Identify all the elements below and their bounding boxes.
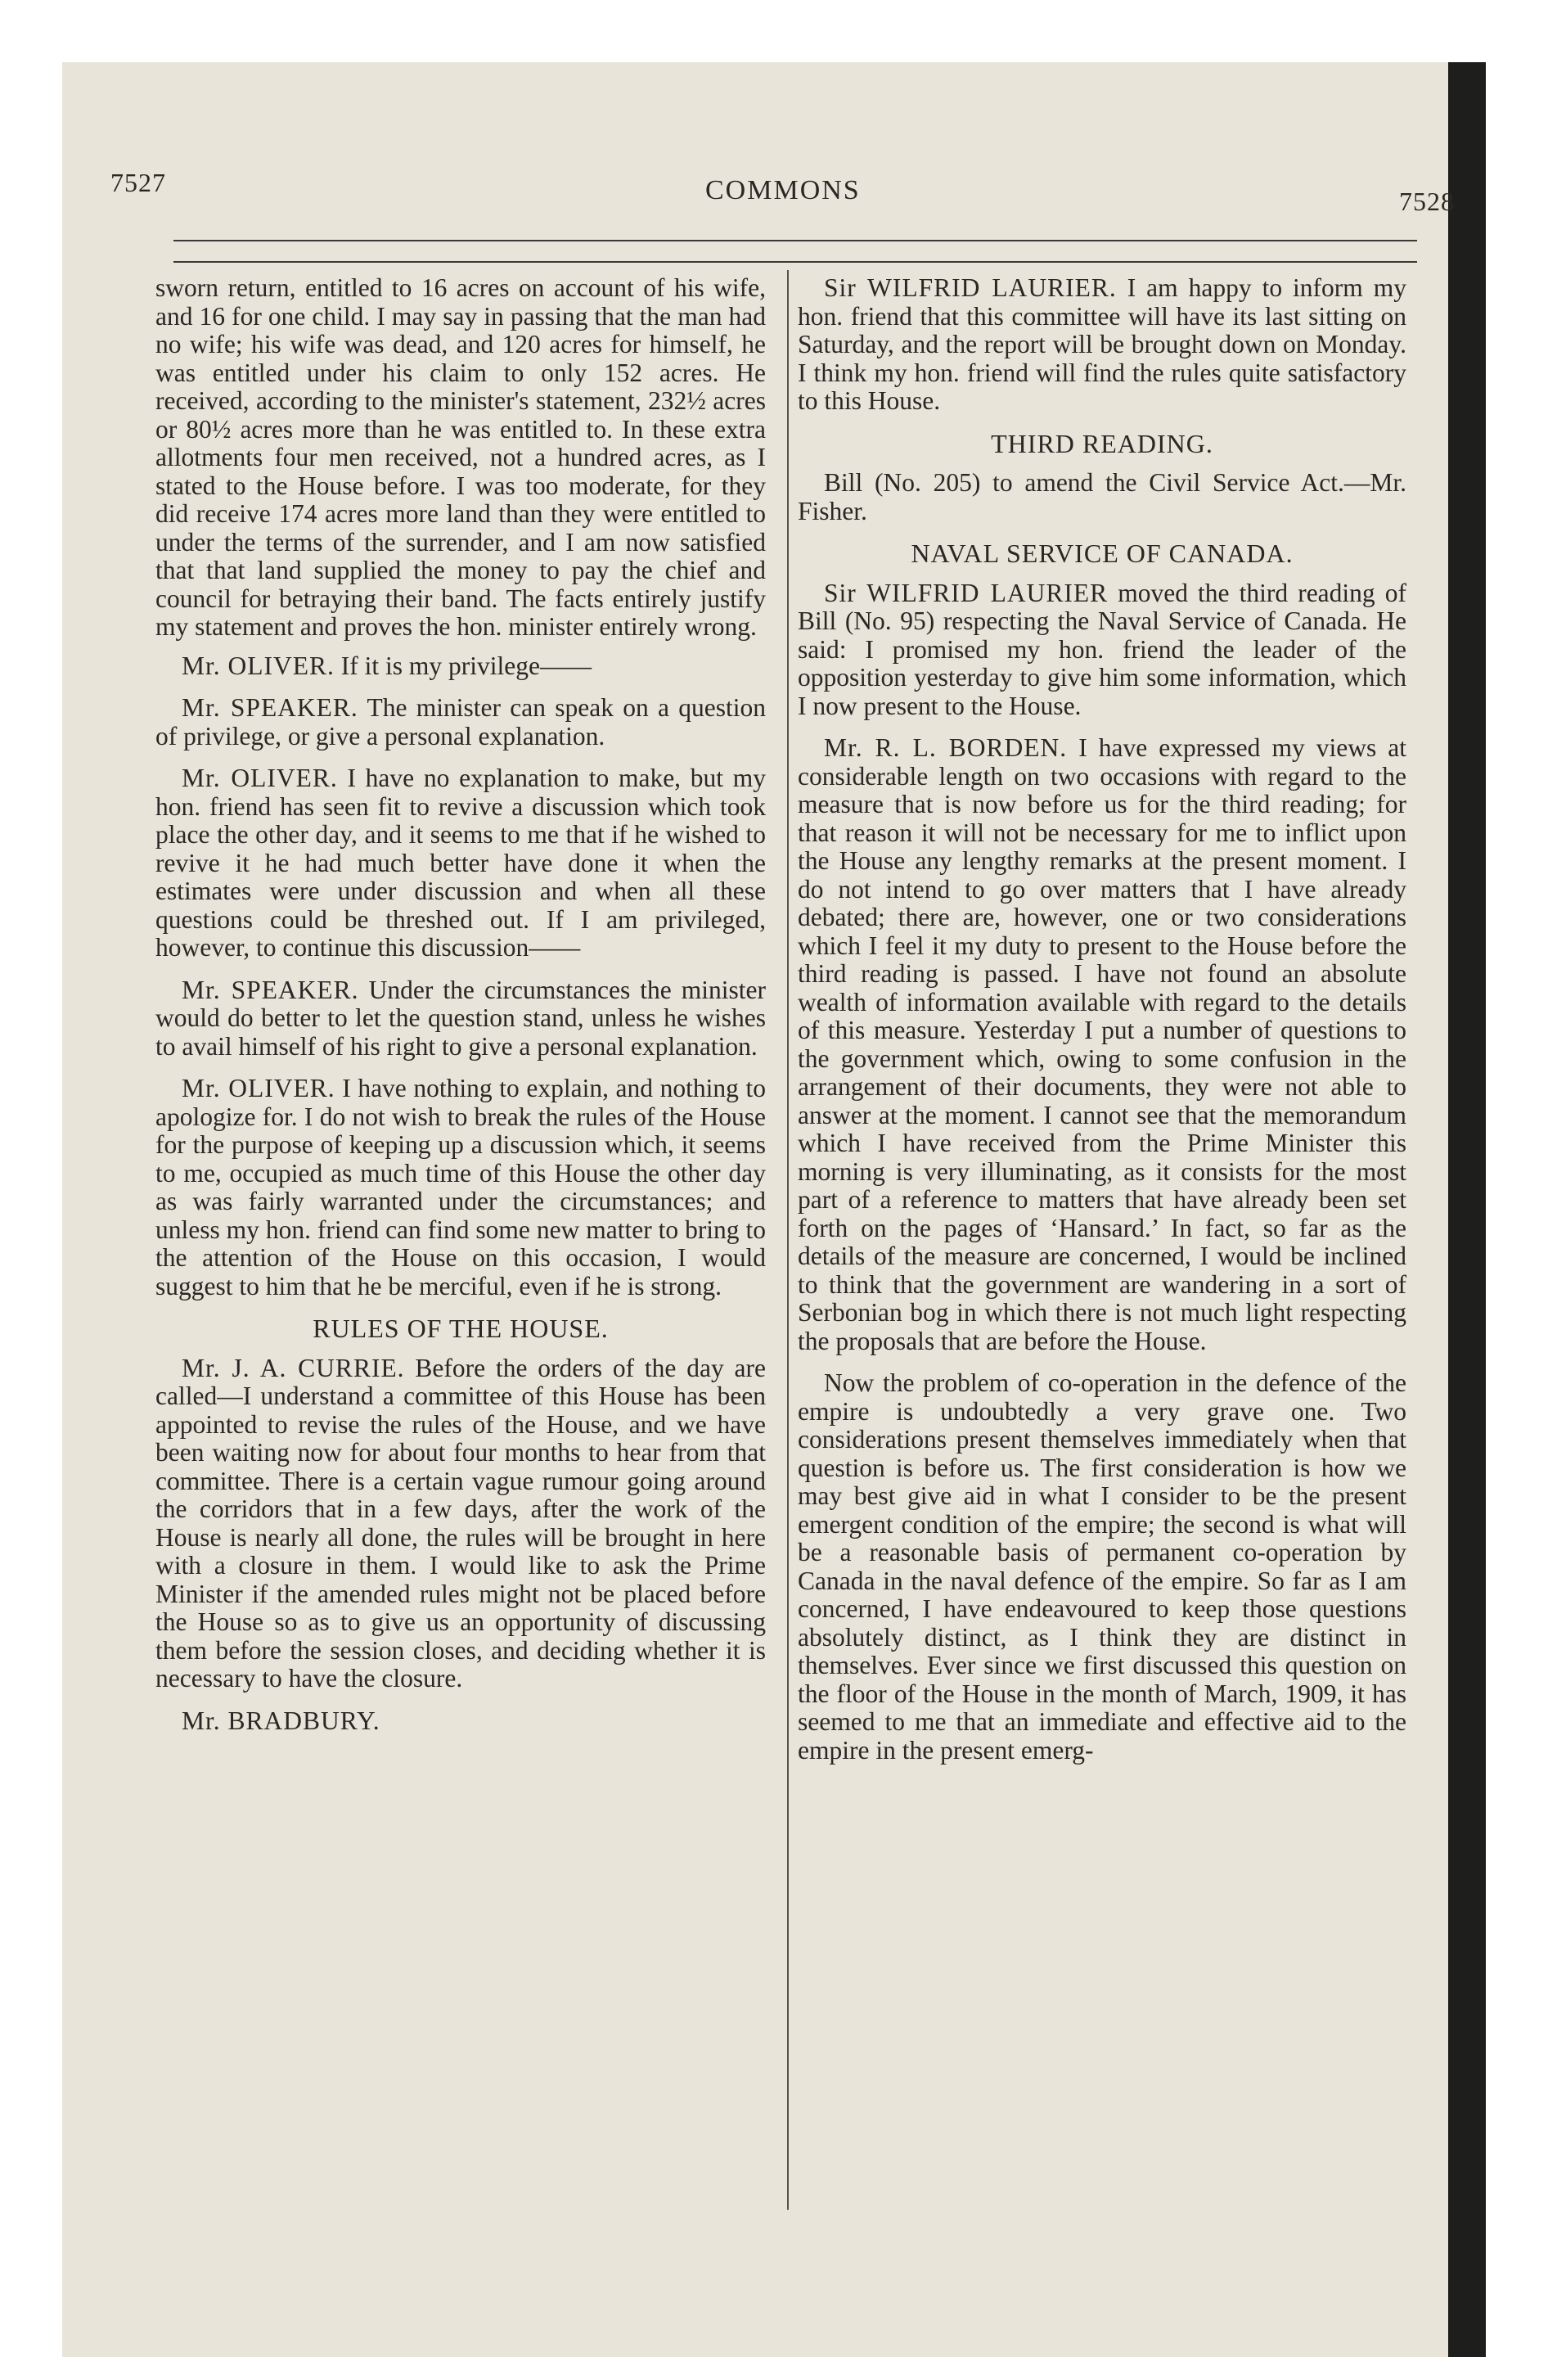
speech-text: Under the circumstances the minister would do better to let the question stand, unless he wishes to avail himself of his right to give a personal explanation. <box>155 975 767 1061</box>
speaker-name: Mr. OLIVER. <box>182 651 335 680</box>
speech-paragraph <box>155 652 766 681</box>
speech-paragraph <box>155 1075 766 1300</box>
column-divider <box>787 270 789 2210</box>
speech-text: I have expressed my views at considerable length on two occasions with regard to the measure that is now before us for the third reading; for that reason it will not be necessary for me to inflict upon the House any lengthy remarks at the present moment. I do not intend to go over matters that I have already debated; there are, however, one or two considerations which I feel it my duty to present to the House before the third reading is passed. I have not found an absolute wealth of information available with regard to the details of this measure. Yesterday I put a number of questions to the government which, owing to some confusion in the arrangement of their documents, they were not able to answer at the moment. I cannot see that the memorandum which I have received from the Prime Minister this morning is very illuminating, as it consists for the most part of a reference to matters that have already been set forth on the pages of ‘Hansard.’ In fact, so far as the details of the measure are concerned, I would be inclined to think that the government are wandering in a sort of Serbonian bog in which there is not much light respecting the proposals that are before the House. <box>798 733 1406 1355</box>
section-heading: RULES OF THE HOUSE. <box>313 1314 609 1343</box>
speech-paragraph <box>155 1707 766 1736</box>
speech-text: Before the orders of the day are called—I understand a committee of this House has been appointed to revise the rules of the House, and we have been waiting now for about four months to hear from that committee. There is a certain vague rumour going around the corridors that in a few days, after the work of the House is nearly all done, the rules will be brought in here with a closure in them. I would like to ask the Prime Minister if the amended rules might not be placed before the House so as to give us an opportunity of discussing them before the session closes, and deciding whether it is necessary to have the closure. <box>155 1353 767 1693</box>
speech-paragraph <box>798 274 1406 416</box>
speech-text: I have no explanation to make, but my hon. friend has seen fit to revive a discussion which took place the other day, and it seems to me that if he wished to revive it he had much better have done it when the estimates were under discussion and when all these questions could be threshed out. If I am privileged, however, to continue this discussion—— <box>155 764 767 962</box>
speech-paragraph <box>798 734 1406 1355</box>
header-rule-top <box>173 240 1417 241</box>
left-column <box>155 274 766 1746</box>
speaker-name: Mr. SPEAKER. <box>182 693 358 722</box>
speaker-name: Mr. SPEAKER. <box>182 975 359 1004</box>
page-number-right: 7528 <box>1399 187 1455 216</box>
right-column <box>798 274 1406 1775</box>
speech-text: moved the third reading of Bill (No. 95) respecting the Naval Service of Canada. He said: I promised my hon. friend the leader of the opposition yesterday to give him some information, which I now present to the House. <box>798 578 1407 720</box>
speech-paragraph <box>155 1355 766 1693</box>
speech-paragraph <box>155 976 766 1062</box>
speaker-name: Mr. OLIVER. <box>182 764 338 792</box>
speech-paragraph <box>798 579 1406 721</box>
page-edge-shadow <box>1448 62 1486 2357</box>
speaker-name: Mr. BRADBURY. <box>182 1706 380 1735</box>
page-number-left: 7527 <box>110 168 166 197</box>
speech-text: If it is my privilege—— <box>340 651 592 680</box>
speech-paragraph <box>155 764 766 962</box>
header-rule-bottom <box>173 261 1417 263</box>
speech-text: The minister can speak on a question of privilege, or give a personal explanation. <box>155 693 766 751</box>
speaker-name: Mr. OLIVER. <box>182 1074 335 1102</box>
speaker-name: Mr. R. L. BORDEN. <box>824 733 1068 762</box>
speech-paragraph <box>155 694 766 751</box>
speech-text: I have nothing to explain, and nothing to apologize for. I do not wish to break the rules of the House for the purpose of keeping up a discussion which, it seems to me, occupied as much time of this House the other day as was fairly warranted under the circumstances; and unless my hon. friend can find some new matter to bring to the attention of the House on this occasion, I would suggest to him that he be merciful, even if he is strong. <box>155 1074 766 1300</box>
speaker-name: Mr. J. A. CURRIE. <box>182 1353 405 1382</box>
section-heading: NAVAL SERVICE OF CANADA. <box>911 539 1294 568</box>
section-heading: THIRD READING. <box>991 428 1213 458</box>
running-header: COMMONS <box>705 175 861 205</box>
speaker-name: Sir WILFRID LAURIER <box>824 578 1109 607</box>
speech-text: I am happy to inform my hon. friend that this committee will have its last sitting on Saturday, and the report will be brought down on Monday. I think my hon. friend will find the rules quite satisfactory to this House. <box>798 273 1406 415</box>
paragraph: sworn return, entitled to 16 acres on account of his wife, and 16 for one child. I may say in passing that the man had no wife; his wife was dead, and 120 acres for himself, he was entitled under his claim to only 152 acres. He received, according to the minister's statement, 232½ acres or 80½ acres more than he was entitled to. In these extra allotments four men received, not a hundred acres, as I stated to the House before. I was too moderate, for they did receive 174 acres more land than they were entitled to under the terms of the surrender, and I am now satisfied that that land supplied the money to pay the chief and council for betraying their band. The facts entirely justify my statement and proves the hon. minister entirely wrong. <box>155 273 766 641</box>
paragraph: Bill (No. 205) to amend the Civil Service Act.—Mr. Fisher. <box>798 468 1406 525</box>
paragraph: Now the problem of co-operation in the defence of the empire is undoubtedly a very grave one. Two considerations present themselves immediately when that question is before us. The first consideration is how we may best give aid in what I consider to be the present emergent condition of the empire; the second is what will be a reasonable basis of permanent co-operation by Canada in the naval defence of the empire. So far as I am concerned, I have endeavoured to keep those questions absolutely distinct, as I think they are distinct in themselves. Ever since we first discussed this question on the floor of the House in the month of March, 1909, it has seemed to me that an immediate and effective aid to the empire in the present emerg- <box>798 1368 1406 1765</box>
speaker-name: Sir WILFRID LAURIER. <box>824 273 1117 302</box>
